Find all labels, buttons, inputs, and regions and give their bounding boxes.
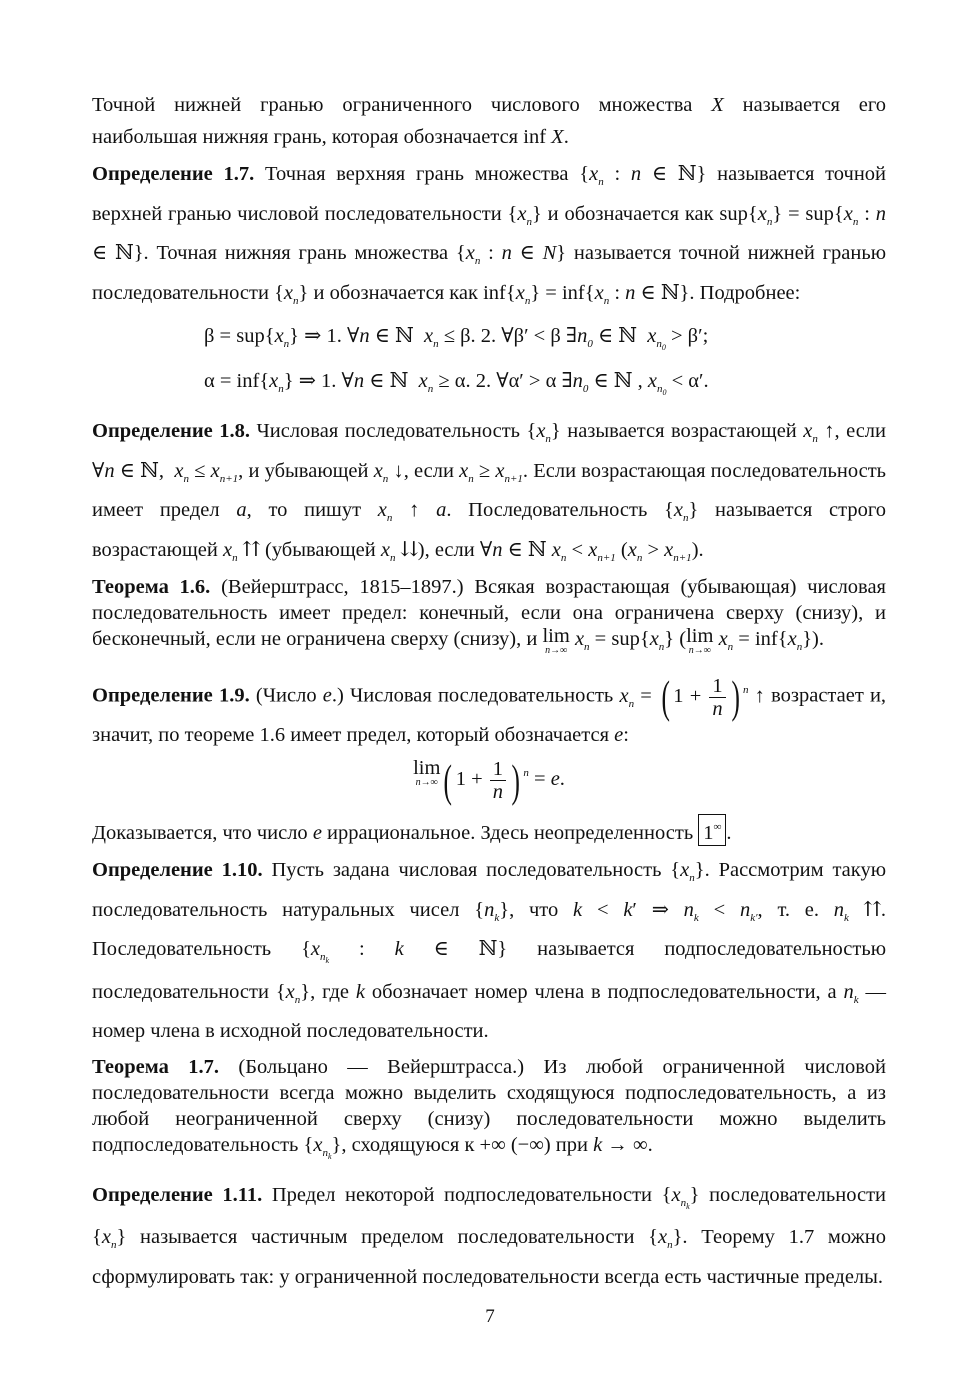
- definition-1-10: Определение 1.10. Пусть задана числовая последовательность $\{x_n\}$. Рассмотрим такую последовательность натуральных чисел $\{n_k\}$, что k < k′ ⇒ $n_k < n_{k'}$, т. е. $n_k$ ⇈. Последовательность {$x_{n_k}$ : k ∈ ℕ} называется подпоследовательностью последовательности $\{x_n\}$, где k обозначает номер члена в подпоследовательности, а $n_k$ — номер члена в исходной последовательности.: [92, 859, 887, 1043]
- text: — номер члена в исходной последовательности.: [92, 980, 887, 1043]
- text: (Вейерштрасс, 1815–1897.) Всякая возрастающая (убывающая) числовая последовательность имеет предел: конечный, если она ограничена сверху (снизу), и бесконечный, если не ограничена сверху (снизу), и: [92, 576, 886, 650]
- definition-1-7: Определение 1.7. Точная верхняя грань множества {$x_n$ : n ∈ ℕ} называется точной верхней гранью числовой последовательности $\{x_n\}$ и обозначается как $sup\{x_n\} = sup\{x_n$ : n ∈ ℕ}. Точная нижняя грань множества {$x_n$ : n ∈ N} называется точной нижней гранью последовательности $\{x_n\}$ и обозначается как $inf\{x_n\} = inf\{x_n$ : n ∈ ℕ}. Подробнее:: [92, 163, 887, 307]
- text: возрастает и, значит, по теореме 1.6 имеет предел, который обозначается: [92, 684, 887, 747]
- text: называется точной нижней гранью последовательности: [92, 242, 887, 304]
- definition-title: Определение 1.10.: [92, 859, 263, 882]
- text: называется возрастающей: [567, 420, 797, 442]
- text: называется его наибольшая нижняя грань, которая обозначается: [92, 94, 887, 148]
- text: Доказывается, что число: [92, 821, 308, 844]
- text: называется подпоследовательностью последовательности: [92, 938, 887, 1003]
- definition-title: Определение 1.7.: [92, 163, 255, 185]
- text: Точной нижней гранью ограниченного числового множества: [92, 94, 693, 116]
- paragraph-irrational: Доказывается, что число e иррациональное. Здесь неопределенность 1∞ .: [92, 814, 886, 850]
- text: Предел некоторой подпоследовательности: [271, 1183, 653, 1206]
- text: Точная верхняя грань множества: [265, 163, 569, 185]
- text: ), если: [417, 538, 475, 561]
- text: , если: [834, 420, 887, 442]
- text: последовательности: [709, 1183, 887, 1206]
- text: , сходящуюся к: [341, 1133, 475, 1156]
- definition-1-11: Определение 1.11. Предел некоторой подпоследовательности $\{x_{n_k}\}$ последовательности $\{x_n\}$ называется частичным пределом последовательности $\{x_n\}$. Теорему 1.7 можно сформулировать так: у ограниченной последовательности всегда есть частичные пределы.: [92, 1183, 887, 1288]
- definition-title: Определение 1.8.: [92, 420, 250, 442]
- text: , если: [403, 459, 454, 482]
- text: т. е.: [777, 898, 819, 921]
- text: . Рассмотрим такую последовательность натуральных чисел: [92, 859, 887, 921]
- text: . Теорему 1.7 можно сформулировать так: у ограниченной последовательности всегда есть частичные пределы.: [92, 1226, 887, 1288]
- text: называется строго возрастающей: [92, 499, 887, 561]
- text: Числовая последовательность: [256, 420, 521, 442]
- theorem-1-6: Теорема 1.6. (Вейерштрасс, 1815–1897.) Всякая возрастающая (убывающая) числовая последовательность имеет предел: конечный, если она ограничена сверху (снизу), и бесконечный, если не ограничена сверху (снизу), и lim n→∞ $x_n = sup\{x_n\}$ (lim n→∞ $x_n = inf\{x_n\}$).: [92, 576, 886, 656]
- definition-1-9: Определение 1.9. (Число e.) Числовая последовательность $x_n$ = ( 1 + $\frac{1}{n}$ ) $^n$ ↑ возрастает и, значит, по теореме 1.6 имеет предел, который обозначается e:: [92, 671, 887, 747]
- text: . Подробнее:: [689, 281, 801, 304]
- definition-title: Определение 1.11.: [92, 1183, 263, 1206]
- text: и обозначается как: [547, 202, 714, 225]
- page-number: 7: [485, 1306, 495, 1327]
- text: Пусть задана числовая последовательность: [271, 859, 662, 882]
- formula-sup: $\beta = sup\{x_n\}$ ⇒ 1. ∀n ∈ ℕ $x_n \le \beta$. 2. ∀β′ < β $\exists n_0$ ∈ ℕ $x_{n_0} > \beta'$;: [204, 325, 709, 352]
- text: (Больцано — Вейерштрасса.) Из любой ограниченной числовой последовательности всегда можно выделить сходящуюся подпоследовательность, а из любой неограниченной сверху (снизу) последовательности можно выделить подпоследовательность: [92, 1055, 886, 1156]
- formula-e-limit: lim n→∞ ( 1 + $\frac{1}{n}$ ) $^n$ = e.: [413, 754, 565, 806]
- formula-inf: $\alpha = inf\{x_n\}$ ⇒ 1. ∀n ∈ ℕ $x_n \ge \alpha$. 2. ∀α′ > α $\exists n_0$ ∈ ℕ , $x_{n_0} < \alpha'$.: [204, 369, 709, 397]
- text: называется частичным пределом последовательности: [140, 1226, 635, 1249]
- theorem-1-7: Теорема 1.7. (Больцано — Вейерштрасса.) Из любой ограниченной числовой последовательности всегда можно выделить сходящуюся подпоследовательность, а из любой неограниченной сверху (снизу) последовательности можно выделить подпоследовательность $\{x_{n_k}\}$, сходящуюся к +∞ (−∞) при k → ∞.: [92, 1055, 886, 1161]
- text: , где: [310, 980, 350, 1003]
- text: . Если возрастающая последовательность имеет предел: [92, 459, 887, 521]
- page-body: [92, 90, 886, 1293]
- text: (Число: [255, 684, 317, 707]
- text: при: [555, 1133, 588, 1156]
- text: . Последовательность: [92, 898, 887, 961]
- text: обозначает номер члена в подпоследовательности, а: [371, 980, 837, 1003]
- definition-title: Определение 1.9.: [92, 684, 250, 707]
- paragraph-inf-definition: [92, 90, 886, 153]
- text: (убывающей: [265, 538, 376, 561]
- text: , что: [509, 898, 559, 921]
- math-var: X: [711, 94, 724, 116]
- text: . Точная нижняя грань множества: [143, 242, 449, 264]
- text: :: [623, 724, 629, 747]
- text: , то пишут: [246, 499, 362, 521]
- text: , и убывающей: [238, 459, 369, 482]
- theorem-title: Теорема 1.7.: [92, 1055, 219, 1078]
- text: и обозначается как: [313, 281, 478, 304]
- text: называется точной верхней гранью числовой последовательности: [92, 163, 887, 225]
- math-var: X: [551, 125, 564, 148]
- theorem-title: Теорема 1.6.: [92, 576, 211, 598]
- text: .: [563, 125, 569, 148]
- math-inf: inf: [523, 125, 547, 148]
- definition-1-8: Определение 1.8. Числовая последовательность $\{x_n\}$ называется возрастающей $x_n$ ↑, если ∀n ∈ ℕ, $x_n \le x_{n+1}$, и убывающей $x_n$ ↓, если $x_n \ge x_{n+1}$. Если возрастающая последовательность имеет предел a, то пишут $x_n$ ↑ a. Последовательность $\{x_n\}$ называется строго возрастающей $x_n$ ⇈ (убывающей $x_n$ ⇊), если ∀n ∈ ℕ $x_n < x_{n+1}$ $(x_n > x_{n+1})$.: [92, 420, 887, 564]
- text: иррациональное. Здесь неопределенность: [327, 821, 694, 844]
- text: . Последовательность: [446, 499, 648, 521]
- text: .) Числовая последовательность: [331, 684, 614, 707]
